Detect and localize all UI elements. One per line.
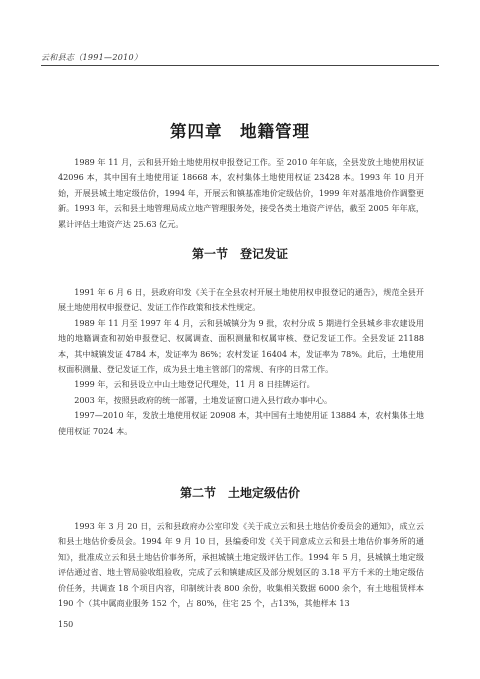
running-head: 云和县志（1991—2010）	[41, 53, 143, 62]
header-rule	[41, 65, 439, 66]
paragraph: 2003 年，按照县政府的统一部署，土地发证窗口进入县行政办事中心。	[74, 394, 333, 405]
paragraph: 1997—2010 年，发放土地使用权证 20908 本，其中国有土地使用证 13884 本，农村集体土地使用权证 7024 本。	[58, 410, 424, 436]
intro-paragraph: 1989 年 11 月，云和县开始土地使用权申报登记工作。至 2010 年年底，全县发放土地使用权证 42096 本，其中国有土地使用证 18668 本，农村集体土地使用权证 23428 本。1993 年 10 月开始，开展县城土地定级估价，1994 年，开展云和镇基准地价定级估价，1999 年对基准地价作调整更新。1993 年，云和县土地管理局成立地产管理服务处，接受各类土地资产评估，截至 2005 年年底，累计评估土地资产达 25.63 亿元。	[58, 157, 424, 229]
paragraph: 1989 年 11 月至 1997 年 4 月，云和县城镇分为 9 批，农村分成 5 期进行全县城乡非农建设用地的地籍调查和初始申报登记、权属调查、面积测量和权属审核、登记发证工作。全县发证 21188 本，其中城镇发证 4784 本，发证率为 86%；农村发证 16404 本，发证率为 78%。此后，土地使用权面积测量、登记发证工作，成为县土地主管部门的常规、有序的日常工作。	[58, 317, 424, 375]
paragraph: 1991 年 6 月 6 日，县政府印发《关于在全县农村开展土地使用权申报登记的通告》，规范全县开展土地使用权申报登记、发证工作作政策和技术性规定。	[58, 287, 424, 313]
section-title-registration: 第一节 登记发证	[191, 247, 288, 261]
chapter-title: 第四章 地籍管理	[170, 122, 310, 141]
section-land-grading-text	[58, 519, 424, 611]
paragraph: 1993 年 3 月 20 日，云和县政府办公室印发《关于成立云和县土地估价委员会的通知》，成立云和县土地估价委员会。1994 年 9 月 10 日，县编委印发《关于同意成立云和县土地估价事务所的通知》，批准成立云和县土地估价事务所，承担城镇土地定级评估工作。1994 年 5 月，县城镇土地定级评估通过省、地土管局验收组验收，完成了云和镇建成区及部分规划区的 3.18 平方千米的土地定级估价任务，共调查 18 个项目内容，印制统计表 800 余份，收集相关数据 6000 余个，有土地租赁样本 190 个（其中属商业服务 152 个，占 80%，住宅 25 个，占13%，其他样本 13	[58, 521, 424, 609]
page-number: 150	[58, 620, 74, 629]
section-title-land-grading: 第二节 土地定级估价	[179, 486, 300, 500]
section-registration-text	[58, 285, 424, 439]
intro-text	[58, 155, 424, 232]
paragraph: 1999 年，云和县设立中山土地登记代理处，11 月 8 日挂牌运行。	[74, 379, 315, 390]
